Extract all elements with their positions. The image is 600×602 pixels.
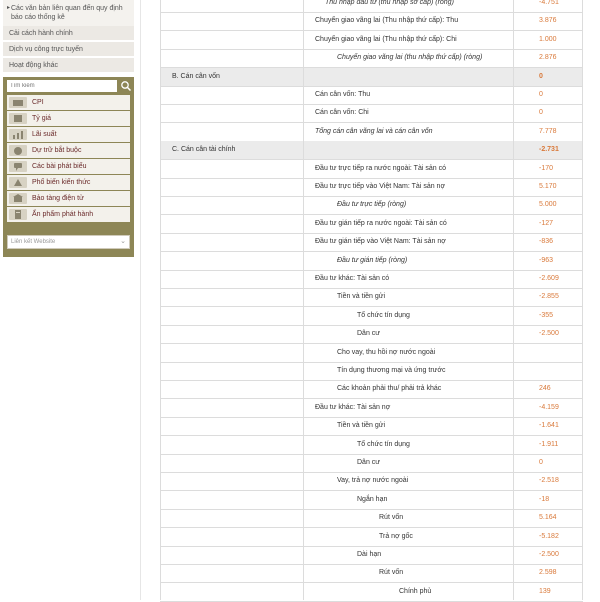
table-cell-value: -2.609 xyxy=(539,275,559,282)
table-cell-value: -2.500 xyxy=(539,551,559,558)
table-cell-item: Đầu tư trực tiếp ra nước ngoài: Tài sản có xyxy=(315,164,446,172)
table-cell-section xyxy=(160,509,303,527)
table-cell-value: -963 xyxy=(539,256,554,264)
table-cell-value: -1.641 xyxy=(539,422,559,430)
interest-rate-icon xyxy=(9,129,27,140)
column-divider xyxy=(513,0,514,600)
table-cell-item: Tổ chức tín dụng xyxy=(357,311,410,319)
table-cell-value: -4.751 xyxy=(539,0,559,6)
table-cell-item: Đầu tư gián tiếp vào Việt Nam: Tài sản nợ xyxy=(315,238,446,246)
table-row xyxy=(160,288,583,306)
table-cell-section xyxy=(160,86,303,104)
table-cell-value: 0 xyxy=(539,459,543,466)
table-cell-item: Đầu tư trực tiếp vào Việt Nam: Tài sản nợ xyxy=(315,183,446,190)
sidebar xyxy=(0,0,137,600)
table-cell-section xyxy=(160,528,303,546)
table-cell-value: 0 xyxy=(539,91,543,98)
table-row xyxy=(160,417,583,435)
table-row xyxy=(160,104,583,122)
table-cell-value: 5.170 xyxy=(539,183,557,190)
speech-icon xyxy=(9,161,27,172)
column-divider xyxy=(160,0,161,600)
table-cell-value: 139 xyxy=(539,587,551,595)
website-links-select-label: Liên kết Website xyxy=(11,239,56,245)
table-cell-item: Tiền và tiền gửi xyxy=(337,293,386,301)
table-cell-section xyxy=(160,104,303,122)
table-cell-item xyxy=(303,141,513,159)
table-cell-value: 2.598 xyxy=(539,569,557,577)
table-row xyxy=(160,215,583,233)
sidebar-link-online-public-services[interactable]: Dịch vụ công trực tuyến xyxy=(3,42,134,57)
table-cell-item: Đầu tư trực tiếp (ròng) xyxy=(337,201,407,209)
menu-item-label: CPI xyxy=(32,99,44,106)
table-cell-section xyxy=(160,454,303,472)
table-cell-value: 0 xyxy=(539,72,543,80)
table-row xyxy=(160,160,583,178)
table-cell-item: Các khoản phải thu/ phải trả khác xyxy=(337,385,442,393)
cpi-icon xyxy=(9,97,27,108)
table-cell-item: Chuyển giao vãng lai (Thu nhập thứ cấp): Chi xyxy=(315,35,457,43)
table-cell-value: -1.911 xyxy=(539,440,559,448)
search-input[interactable] xyxy=(7,80,117,92)
table-cell-value: -4.159 xyxy=(539,403,559,411)
table-row xyxy=(160,123,583,141)
search-icon xyxy=(120,80,132,92)
table-cell-item: Cán cân vốn: Thu xyxy=(315,91,371,98)
menu-item-label: Bảo tàng điện tử xyxy=(32,195,84,202)
table-cell-section xyxy=(160,344,303,362)
table-cell-item: Đầu tư khác: Tài sản có xyxy=(315,275,390,282)
table-cell-value: -836 xyxy=(539,238,554,246)
knowledge-icon xyxy=(9,177,27,188)
menu-item-knowledge[interactable] xyxy=(7,175,130,190)
table-cell-value: -2.731 xyxy=(539,146,559,154)
search-bar xyxy=(7,80,130,92)
table-row xyxy=(160,252,583,270)
menu-item-interest-rate[interactable] xyxy=(7,127,130,142)
table-cell-item: Dân cư xyxy=(357,330,380,338)
table-cell-section xyxy=(160,380,303,398)
table-cell-item: Tổ chức tín dụng xyxy=(357,440,410,448)
table-cell-value: -2.518 xyxy=(539,477,559,485)
museum-icon xyxy=(9,193,27,204)
menu-item-label: Tỷ giá xyxy=(32,115,52,122)
table-cell-value: -5.182 xyxy=(539,532,559,540)
table-cell-value xyxy=(513,362,583,380)
table-cell-section xyxy=(160,270,303,288)
table-cell-value: -2.500 xyxy=(539,330,559,338)
sidebar-sub-item-label: Các văn bản liên quan đến quy định báo cáo thống kê xyxy=(11,5,123,21)
table-cell-item: Dài hạn xyxy=(357,551,382,558)
table-cell-section xyxy=(160,583,303,601)
table-cell-section xyxy=(160,12,303,30)
table-row xyxy=(160,307,583,325)
menu-item-label: Lãi suất xyxy=(32,131,57,138)
menu-item-speeches[interactable] xyxy=(7,159,130,174)
table-cell-value: 7.778 xyxy=(539,127,557,135)
table-cell-value: 0 xyxy=(539,109,543,117)
table-row xyxy=(160,178,583,196)
table-cell-value: -170 xyxy=(539,164,554,172)
table-cell-section xyxy=(160,0,303,12)
table-row xyxy=(160,583,583,601)
table-cell-section xyxy=(160,362,303,380)
sidebar-sub-item-statistical-reports[interactable] xyxy=(3,0,134,26)
sidebar-tools-panel xyxy=(3,77,134,229)
table-cell-section xyxy=(160,288,303,306)
table-cell-item: Đầu tư gián tiếp ra nước ngoài: Tài sản có xyxy=(315,219,447,227)
table-row xyxy=(160,564,583,582)
table-cell-section: C. Cán cân tài chính xyxy=(172,146,236,154)
table-cell-value: 5.000 xyxy=(539,201,557,209)
table-cell-value: 1.000 xyxy=(539,35,557,43)
table-row xyxy=(160,196,583,214)
table-cell-item: Tín dụng thương mại và ứng trước xyxy=(337,367,446,374)
table-cell-value: 5.164 xyxy=(539,514,557,522)
table-cell-section xyxy=(160,417,303,435)
table-row xyxy=(160,49,583,67)
column-divider xyxy=(582,0,583,600)
website-links-panel xyxy=(3,229,134,257)
menu-item-exchange-rate[interactable] xyxy=(7,111,130,126)
table-row xyxy=(160,270,583,288)
search-button[interactable] xyxy=(120,80,132,92)
sidebar-link-other-activities[interactable]: Hoạt động khác xyxy=(3,58,134,73)
table-row xyxy=(160,380,583,398)
table-cell-section xyxy=(160,399,303,417)
table-cell-item: Tiền và tiền gửi xyxy=(337,422,386,430)
table-cell-item: Chuyển giao vãng lai (Thu nhập thứ cấp): Thu xyxy=(315,17,459,25)
table-cell-section xyxy=(160,307,303,325)
menu-item-label: Các bài phát biểu xyxy=(32,163,87,170)
table-cell-value: -127 xyxy=(539,219,554,227)
publication-icon xyxy=(9,209,27,220)
table-cell-value: -2.855 xyxy=(539,293,559,301)
table-cell-item: Trả nợ gốc xyxy=(379,532,413,540)
table-cell-section xyxy=(160,436,303,454)
table-section-row xyxy=(160,68,583,86)
exchange-rate-icon xyxy=(9,113,27,124)
table-cell-section xyxy=(160,178,303,196)
menu-item-label: Ấn phẩm phát hành xyxy=(32,211,94,218)
bullet-icon: ▸ xyxy=(7,5,11,11)
table-row xyxy=(160,362,583,380)
table-cell-item: Ngắn hạn xyxy=(357,495,388,503)
table-cell-value: 2.876 xyxy=(539,54,557,62)
table-cell-item: Đầu tư khác: Tài sản nợ xyxy=(315,403,391,411)
table-cell-value: -18 xyxy=(539,495,550,503)
column-divider xyxy=(303,0,304,600)
menu-item-publications[interactable] xyxy=(7,207,130,222)
table-row xyxy=(160,344,583,362)
table-row xyxy=(160,325,583,343)
table-cell-item: Rút vốn xyxy=(379,569,404,577)
table-row xyxy=(160,528,583,546)
table-section-row xyxy=(160,141,583,159)
table-cell-value: 3.876 xyxy=(539,17,557,25)
table-cell-item: Cán cân vốn: Chi xyxy=(315,109,369,117)
table-cell-item: Thu nhập đầu tư (thu nhập sơ cấp) (ròng) xyxy=(325,0,454,6)
menu-item-required-reserve[interactable] xyxy=(7,143,130,158)
table-cell-section xyxy=(160,491,303,509)
menu-item-label: Phổ biến kiến thức xyxy=(32,179,91,186)
table-row xyxy=(160,546,583,564)
reserve-icon xyxy=(9,145,27,156)
table-cell-section xyxy=(160,252,303,270)
table-cell-item: Cho vay, thu hồi nợ nước ngoài xyxy=(337,348,436,356)
table-cell-section: B. Cán cân vốn xyxy=(172,72,220,80)
table-cell-section xyxy=(160,31,303,49)
table-cell-item: Đầu tư gián tiếp (ròng) xyxy=(337,256,408,264)
table-row xyxy=(160,12,583,30)
table-row xyxy=(160,472,583,490)
table-cell-item: Vay, trả nợ nước ngoài xyxy=(337,477,409,485)
menu-item-label: Dự trữ bắt buộc xyxy=(32,147,82,154)
menu-item-cpi[interactable] xyxy=(7,95,130,110)
table-cell-section xyxy=(160,233,303,251)
table-cell-value: 246 xyxy=(539,385,551,393)
table-cell-item: Tổng cán cân vãng lai và cán cân vốn xyxy=(315,127,433,135)
table-cell-section xyxy=(160,49,303,67)
sidebar-link-administrative-reform[interactable]: Cải cách hành chính xyxy=(3,26,134,41)
table-cell-item: Chuyển giao vãng lai (thu nhập thứ cấp) (ròng) xyxy=(337,54,483,62)
table-cell-section xyxy=(160,215,303,233)
table-cell-section xyxy=(160,472,303,490)
table-cell-section xyxy=(160,196,303,214)
website-links-select[interactable] xyxy=(7,235,130,249)
table-row xyxy=(160,454,583,472)
table-cell-value: -355 xyxy=(539,311,554,319)
table-cell-section xyxy=(160,325,303,343)
table-row xyxy=(160,491,583,509)
chevron-down-icon: ⌄ xyxy=(120,238,126,245)
balance-of-payments-table xyxy=(160,0,583,600)
table-cell-item: Chính phủ xyxy=(399,587,432,595)
table-cell-item: Dân cư xyxy=(357,459,380,466)
table-cell-section xyxy=(160,160,303,178)
table-row xyxy=(160,399,583,417)
table-row xyxy=(160,509,583,527)
table-row xyxy=(160,31,583,49)
table-cell-section xyxy=(160,123,303,141)
table-row xyxy=(160,233,583,251)
table-cell-section xyxy=(160,564,303,582)
table-cell-value xyxy=(513,344,583,362)
table-row xyxy=(160,86,583,104)
menu-item-museum[interactable] xyxy=(7,191,130,206)
table-cell-item: Rút vốn xyxy=(379,514,404,522)
table-cell-item xyxy=(303,68,513,86)
table-cell-section xyxy=(160,546,303,564)
table-row xyxy=(160,0,583,12)
table-row xyxy=(160,436,583,454)
sidebar-divider xyxy=(140,0,141,600)
